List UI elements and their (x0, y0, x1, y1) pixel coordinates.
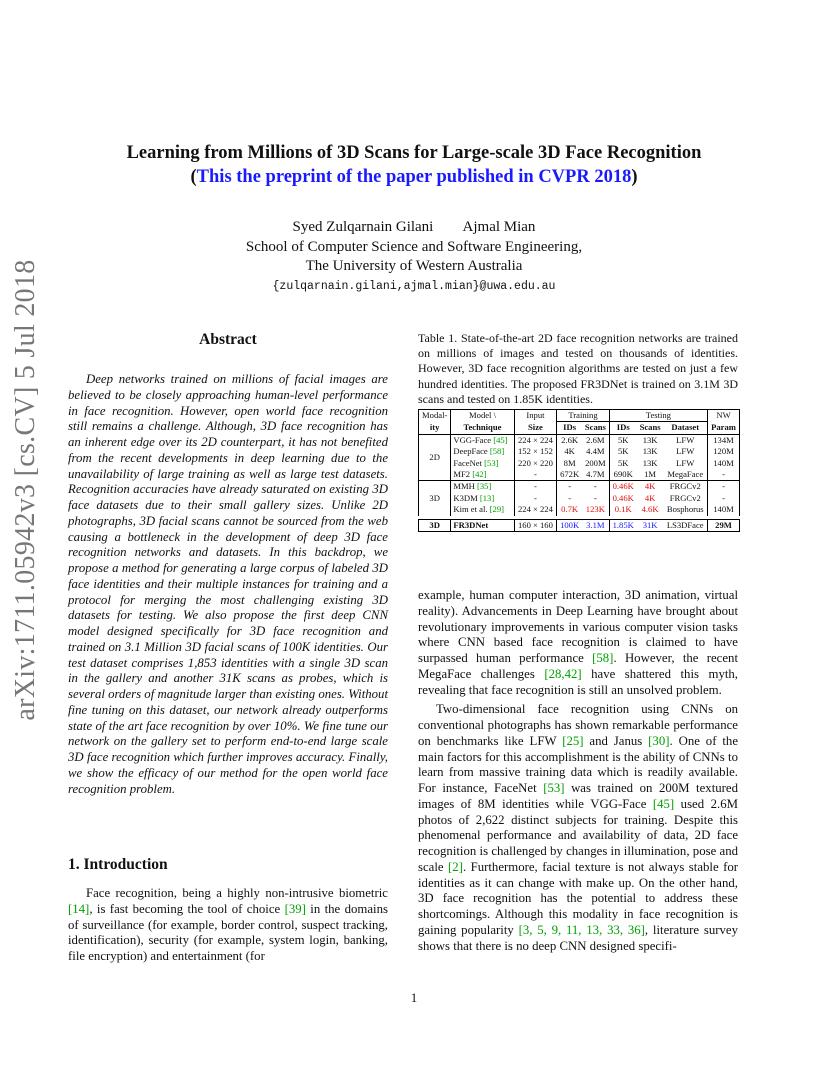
table-cell: 8M (563, 457, 576, 468)
table-cell: 123K (582, 504, 609, 515)
table-header: Modal- (419, 410, 451, 422)
table-cell: - (582, 493, 609, 504)
citation-link[interactable]: [13] (479, 492, 495, 503)
author-block (0, 218, 828, 277)
table-caption: Table 1. State-of-the-art 2D face recognition networks are trained on millions of images and tested on thousands of identities. However, 3D face recognition algorithms are tested on just a few hundred identities. The proposed FR3DNet is trained on 3.1M 3D scans and tested on 1.85K identities. (418, 331, 738, 406)
table-header: Scans (582, 422, 609, 434)
table-cell-model: FaceNet [53] (451, 458, 514, 469)
citation-link[interactable]: 42] (564, 666, 582, 681)
table-header: Input (514, 410, 557, 422)
authors: Syed Zulqarnain Gilani Ajmal Mian (292, 219, 536, 235)
table-group-label: 3D (419, 481, 451, 516)
table-cell: 690K (613, 469, 633, 480)
table-cell: - (568, 492, 572, 503)
paper-subtitle: (This the preprint of the paper published in CVPR 2018) (190, 167, 638, 187)
table-cell: Bosphorus (663, 504, 707, 515)
paragraph: example, human computer interaction, 3D animation, virtual reality). Advancements in Deep Learning have brought about revolutionary improvements in various computer vision tasks where CNN based face recognition is claimed to have surpassed human performance [58]. However, the recent MegaFace challenges [28,42] have shattered this myth, revealing that face recognition is still an unsolved problem. (418, 588, 738, 697)
intro-heading: 1. Introduction (68, 856, 168, 873)
table-cell: 5K (617, 434, 629, 445)
table-cell: 4K (644, 492, 656, 503)
citation-link[interactable]: [39] (284, 901, 306, 916)
table-header: Scans (639, 422, 661, 433)
table-cell: 5K (617, 457, 629, 468)
table-cell: 4.4M (582, 446, 609, 457)
table-cell: 2.6M (582, 434, 609, 446)
citation-link[interactable]: [58] (489, 446, 505, 457)
citation-link[interactable]: [2] (448, 859, 463, 874)
table-cell: 0.46K (612, 492, 634, 503)
table-cell: 13K (642, 457, 658, 468)
author-email: {zulqarnain.gilani,ajmal.mian}@uwa.edu.au (272, 280, 556, 293)
abstract-heading: Abstract (199, 331, 257, 348)
table-cell-model: Kim et al. [29] (451, 504, 514, 515)
affiliation-line-1: School of Computer Science and Software Engineering, (245, 238, 583, 255)
table-cell: 672K (560, 469, 580, 480)
intro-paragraph: Face recognition, being a highly non-intrusive biometric [14], is fast becoming the tool of choice [39] in the domains of surveillance (for example, border control, suspect tracking, identification), security (for example, system login, banking, file encryption) and entertainment (for (68, 886, 388, 963)
table-cell: 0.7K (561, 504, 579, 515)
paper-title-block (0, 141, 828, 189)
table-cell: 13K (642, 446, 658, 457)
table-cell: - (708, 493, 740, 504)
page-number: 1 (410, 990, 418, 1005)
table-header: IDs (563, 422, 577, 433)
table-cell: 3D (419, 519, 451, 531)
table-group-label: 2D (419, 434, 451, 481)
table-cell: 3.1M (582, 519, 609, 531)
table-cell: - (708, 481, 740, 493)
table-cell: 134M (708, 434, 740, 446)
table-header: Size (514, 422, 557, 434)
table-cell: 140M (708, 458, 740, 469)
table-header: ity (419, 422, 451, 434)
table-cell: 0.1K (614, 504, 632, 515)
table-cell: - (514, 481, 557, 493)
table-cell: 1M (644, 469, 657, 480)
citation-link[interactable]: [53] (484, 457, 499, 468)
arxiv-id: arXiv:1711.05942v3 [cs.CV] 5 Jul 2018 (10, 259, 41, 721)
table-cell: 4.6K (641, 504, 659, 515)
table-header: Technique (451, 422, 514, 434)
table-cell: FR3DNet (451, 519, 514, 531)
citation-link[interactable]: [53] (543, 781, 565, 795)
citation-link[interactable]: [45] (493, 434, 508, 445)
table-cell: LFW (663, 458, 707, 469)
table-cell: 100K (560, 519, 580, 530)
abstract-text: Deep networks trained on millions of facial images are believed to be closely approaching human-level performance in face recognition. However, open world face recognition still remains a challenge. Although, 3D face recognition has an inherent edge over its 2D counterpart, it has not benefited from the recent developments in deep learning due to the unavailability of large training as well as large test datasets. Recognition accuracies have already saturated on existing 3D face datasets due to their small gallery sizes. Unlike 2D photographs, 3D facial scans cannot be sourced from the web causing a bottleneck in the development of deep 3D face recognition networks and datasets. In this backdrop, we propose a method for generating a large corpus of labeled 3D face identities and their multiple instances for training and a protocol for merging the most challenging existing 3D datasets for testing. We also propose the first deep CNN model designed specifically for 3D face recognition and trained on 3.1 Million 3D facial scans of 100K identities. Our test dataset comprises 1,853 identities with a single 3D scan in the gallery and another 31K scans as probes, which is several orders of magnitude larger than existing ones. Without fine tuning on this dataset, our network already outperforms state of the art face recognition by over 10%. We fine tune our network on the gallery set to perform end-to-end large scale 3D face recognition which further improves accuracy. Finally, we show the efficacy of our method for the open world face recognition problem. (68, 372, 389, 796)
table-cell: 2.6K (561, 434, 579, 445)
table-cell: 4K (564, 446, 575, 457)
citation-link[interactable]: [42] (472, 469, 487, 480)
table-cell-model: MMH [35] (451, 481, 514, 493)
table-cell: - (514, 493, 557, 504)
paragraph: Two-dimensional face recognition using CNNs on conventional photographs has shown remarkable performance on benchmarks like LFW [25] and Janus [30]. One of the main factors for this accomplishment is the ability of CNNs to learn from massive training data which is readily available. For instance, FaceNet [53] was trained on 200M textured images of 8M identities while VGG-Face [45] used 2.6M photos of 2,622 distinct subjects for training. Despite this phenomenal performance and availability of data, 2D face recognition is challenged by changes in illumination, pose and scale [2]. Furthermore, facial texture is not always stable for identities as it can change with make up. On the other hand, 3D face recognition has the potential to address these shortcomings. Although this modality in face recognition is gaining popularity [3, 5, 9, 11, 13, 33, 36], literature survey shows that there is no deep CNN designed specifi- (418, 702, 739, 953)
table-cell: 4.7M (582, 469, 609, 481)
table-cell: 224 × 224 (514, 434, 557, 446)
table-cell: MegaFace (663, 469, 707, 481)
citation-link[interactable]: [35] (477, 481, 492, 492)
table-header: Model \ (451, 410, 514, 422)
table-cell: 200M (582, 458, 609, 469)
table-cell: 0.46K (612, 481, 634, 492)
table-cell: 140M (708, 504, 740, 515)
table-cell-model: MF2 [42] (451, 469, 514, 481)
table-cell: 13K (642, 434, 658, 445)
citation-link[interactable]: [30] (648, 733, 670, 748)
table-header: Testing (609, 410, 707, 422)
right-column-text (418, 588, 738, 954)
table-header: Training (557, 410, 609, 422)
affiliation-line-2: The University of Western Australia (305, 258, 523, 274)
table-cell: 152 × 152 (514, 446, 557, 457)
table-cell-model: VGG-Face [45] (451, 434, 514, 446)
table-cell: FRGCv2 (663, 493, 707, 504)
citation-link[interactable]: [58] (592, 651, 614, 665)
table-header: Dataset (663, 422, 707, 434)
citation-link[interactable]: [29] (489, 504, 504, 515)
table-cell-model: DeepFace [58] (451, 446, 514, 457)
arxiv-stamp (0, 259, 52, 721)
table-cell: 29M (708, 519, 740, 531)
citation-link[interactable]: [3, 5, 9, 11, 13, 33, 36] (518, 922, 645, 937)
table-cell: 224 × 224 (514, 504, 557, 515)
table-header: IDs (616, 422, 630, 433)
citation-link[interactable]: [14] (68, 901, 90, 916)
table-cell: 1.85K (612, 519, 634, 530)
table-cell: LFW (663, 434, 707, 446)
table-cell: FRGCv2 (663, 481, 707, 493)
table-cell: - (582, 481, 609, 493)
table-cell: 220 × 220 (514, 458, 557, 469)
table-cell: - (708, 469, 740, 481)
preprint-link[interactable]: This the preprint of the paper published in CVPR 2018 (196, 167, 632, 187)
citation-link[interactable]: [28, (544, 666, 565, 681)
table-cell: 160 × 160 (514, 519, 557, 531)
table-cell-model: K3DM [13] (451, 493, 514, 504)
table-cell: - (514, 469, 557, 481)
table-cell: LFW (663, 446, 707, 457)
table-cell: 31K (642, 519, 658, 530)
table-cell: - (568, 481, 572, 492)
table-cell: 4K (644, 481, 656, 492)
table-header: NW (708, 410, 740, 422)
table-cell: LS3DFace (663, 519, 707, 531)
paper-title: Learning from Millions of 3D Scans for Large-scale 3D Face Recognition (126, 143, 702, 163)
citation-link[interactable]: [25] (562, 733, 584, 748)
citation-link[interactable]: [45] (652, 796, 675, 811)
table-cell: 5K (617, 446, 629, 457)
table-1 (418, 409, 740, 532)
table-cell: 120M (708, 446, 740, 457)
table-header: Param (708, 422, 740, 434)
